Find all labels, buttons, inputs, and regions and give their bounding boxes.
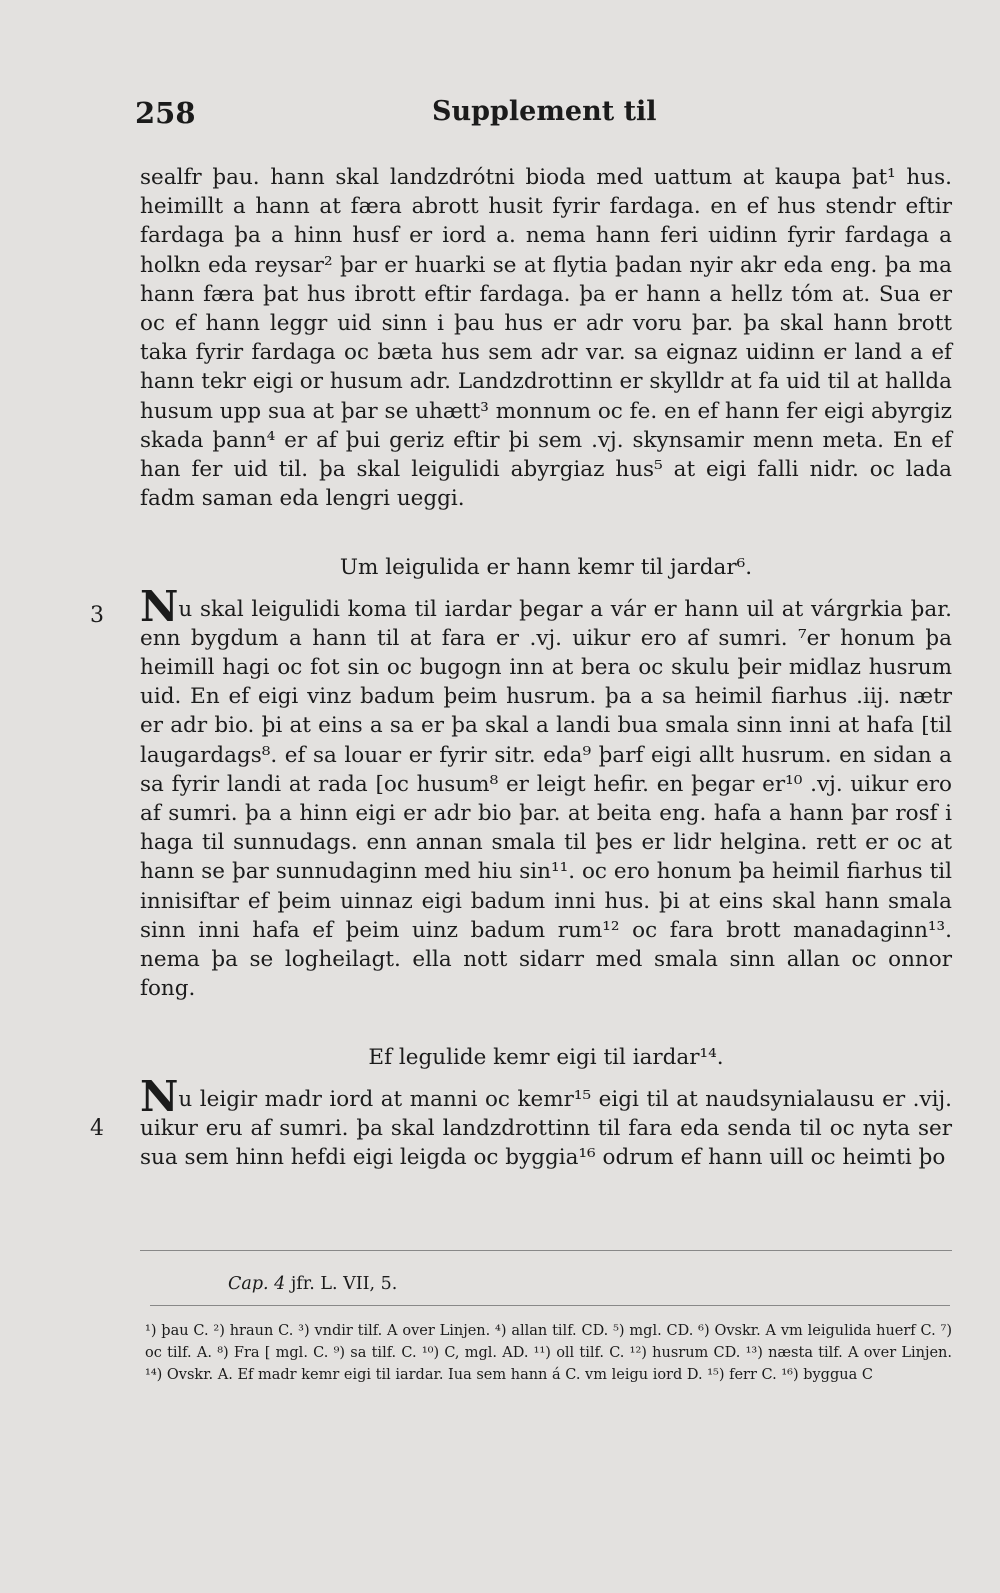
page-header xyxy=(135,96,950,140)
cross-reference xyxy=(228,1274,397,1294)
section-heading: Um leigulida er hann kemr til jardar⁶. xyxy=(339,555,753,581)
running-title: Supplement til xyxy=(432,96,657,127)
page-number: 258 xyxy=(135,96,196,130)
paragraph xyxy=(140,1071,952,1173)
divider xyxy=(150,1305,950,1306)
cross-reference-cap: Cap. 4 xyxy=(228,1274,286,1294)
margin-number: 3 xyxy=(90,603,104,628)
paragraph-text: u leigir madr iord at manni oc kemr¹⁵ eigi til at naudsynialausu er .vij. uikur eru af sumri. þa skal landzdrottinn til fara eda senda til oc nyta ser sua sem hinn hefdi eigi leigda oc byggia¹⁶ odrum ef hann uill oc heimti þo xyxy=(140,1086,952,1171)
section-heading: Ef legulide kemr eigi til iardar¹⁴. xyxy=(368,1045,724,1071)
footnotes: ¹) þau C. ²) hraun C. ³) vndir tilf. A over Linjen. ⁴) allan tilf. CD. ⁵) mgl. CD. ⁶) Ovskr. A vm leigulida huerf C. ⁷) oc tilf. A. ⁸) Fra [ mgl. C. ⁹) sa tilf. C. ¹⁰) C, mgl. AD. ¹¹) oll tilf. C. ¹²) husrum CD. ¹³) næsta tilf. A over Linjen. ¹⁴) Ovskr. A. Ef madr kemr eigi til iardar. Iua sem hann á C. vm leigu iord D. ¹⁵) ferr C. ¹⁶) byggua C xyxy=(145,1323,952,1383)
margin-number: 4 xyxy=(90,1116,104,1141)
drop-initial: N xyxy=(140,1071,179,1121)
cross-reference-text: jfr. L. VII, 5. xyxy=(285,1274,398,1294)
divider xyxy=(140,1250,952,1251)
paragraph-text: u skal leigulidi koma til iardar þegar a vár er hann uil at várgrkia þar. enn bygdum a hann til at fara er .vj. uikur ero af sumri. ⁷er honum þa heimill hagi oc fot sin oc bugogn inn at bera oc skulu þeir midlaz husrum uid. En ef eigi vinz badum þeim husrum. þa a sa heimil fiarhus .iij. nætr er adr bio. þi at eins a sa er þa skal a landi bua smala sinn inni at hafa [til laugardags⁸. ef sa louar er fyrir sitr. eda⁹ þarf eigi allt husrum. en sidan a sa fyrir landi at rada [oc husum⁸ er leigt hefir. en þegar er¹⁰ .vj. uikur ero af sumri. þa a hinn eigi er adr bio þar. at beita eng. hafa a hann þar rosf i haga til sunnudags. enn annan smala til þes er lidr helgina. rett er oc at hann se þar sunnudaginn med hiu sin¹¹. oc ero honum þa heimil fiarhus til innisiftar ef þeim uinnaz eigi badum inni hus. þi at eins skal hann smala sinn inni hafa ef þeim uinz badum rum¹² oc fara brott manadaginn¹³. nema þa se logheilagt. ella nott sidarr med smala sinn allan oc onnor fong. xyxy=(140,596,952,1002)
main-text xyxy=(140,163,952,1172)
paragraph: sealfr þau. hann skal landzdrótni bioda med uattum at kaupa þat¹ hus. heimillt a hann at færa abrott husit fyrir fardaga. en ef hus stendr eftir fardaga þa a hinn husf er iord a. nema hann feri uidinn fyrir fardaga a holkn eda reysar² þar er huarki se at flytia þadan nyir akr eda eng. þa ma hann færa þat hus ibrott eftir fardaga. þa er hann a hellz tóm at. Sua er oc ef hann leggr uid sinn i þau hus er adr voru þar. þa skal hann brott taka fyrir fardaga oc bæta hus sem adr var. sa eignaz uidinn er land a ef hann tekr eigi or husum adr. Landzdrottinn er skylldr at fa uid til at hallda husum upp sua at þar se uhætt³ monnum oc fe. en ef hann fer eigi abyrgiz skada þann⁴ er af þui geriz eftir þi sem .vj. skynsamir menn meta. En ef han fer uid til. þa skal leigulidi abyrgiaz hus⁵ at eigi falli nidr. oc lada fadm saman eda lengri ueggi. xyxy=(140,165,952,512)
drop-initial: N xyxy=(140,581,179,631)
paragraph xyxy=(140,581,952,1004)
